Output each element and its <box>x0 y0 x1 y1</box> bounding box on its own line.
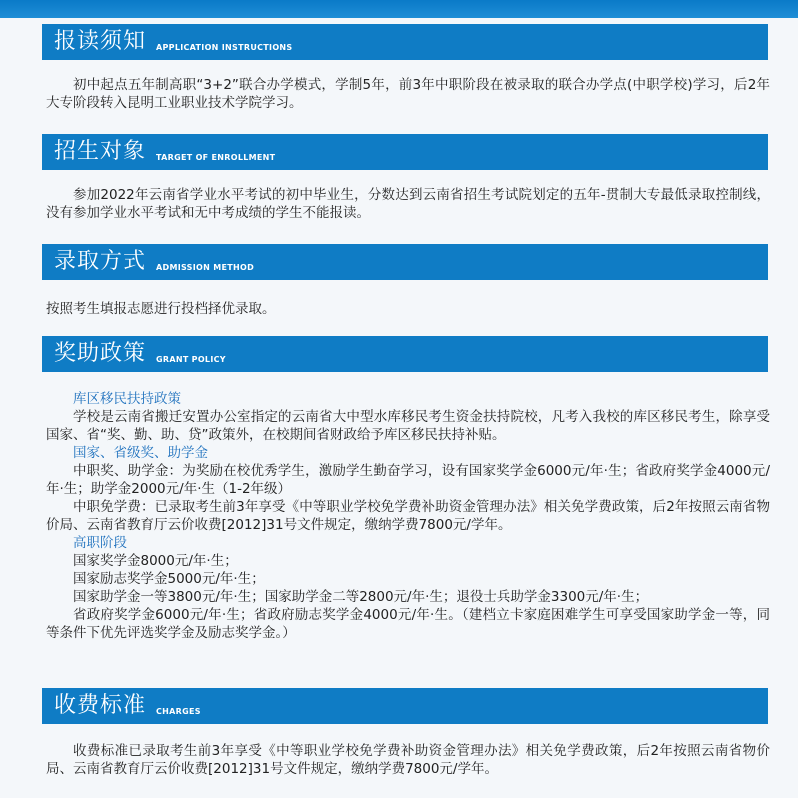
list-item: 国家励志奖学金5000元/年·生； <box>73 571 265 587</box>
paragraph: 按照考生填报志愿进行投档择优录取。 <box>46 301 276 317</box>
subheading-national-provincial: 国家、省级奖、助学金 <box>73 445 208 461</box>
list-item: 省政府奖学金6000元/年·生；省政府励志奖学金4000元/年·生。（建档立卡家庭困难学生可享受国家助学金一等，同等条件下优先评选奖学金及励志奖学金。） <box>46 607 770 641</box>
paragraph: 初中起点五年制高职“3+2”联合办学模式，学制5年，前3年中职阶段在被录取的联合办学点(中职学校)学习，后2年大专阶段转入昆明工业职业技术学院学习。 <box>46 77 770 111</box>
section-body-charges <box>46 742 770 778</box>
section-title-zh: 录取方式 <box>54 249 147 274</box>
section-title-en: CHARGES <box>156 707 201 716</box>
section-body-admission-method <box>46 300 770 318</box>
paragraph: 收费标准已录取考生前3年享受《中等职业学校免学费补助资金管理办法》相关免学费政策，后2年按照云南省物价局、云南省教育厅云价收费[2012]31号文件规定，缴纳学费7800元/学年。 <box>46 743 770 777</box>
section-body-grant-policy <box>46 390 770 642</box>
section-title-zh: 报读须知 <box>54 29 147 54</box>
subheading-higher-vocational: 高职阶段 <box>73 535 127 551</box>
section-title-en: TARGET OF ENROLLMENT <box>156 153 276 162</box>
section-header-target-enrollment <box>42 134 768 170</box>
section-header-charges <box>42 688 768 724</box>
section-header-admission-method <box>42 244 768 280</box>
paragraph: 学校是云南省搬迁安置办公室指定的云南省大中型水库移民考生资金扶持院校，凡考入我校的库区移民考生，除享受国家、省“奖、勤、助、贷”政策外，在校期间省财政给予库区移民扶持补贴。 <box>46 409 770 443</box>
section-title-zh: 收费标准 <box>54 693 147 718</box>
section-title-zh: 招生对象 <box>54 139 147 164</box>
section-body-application-instructions <box>46 76 770 112</box>
top-decorative-strip <box>0 0 798 18</box>
section-title-en: APPLICATION INSTRUCTIONS <box>156 43 293 52</box>
section-body-target-enrollment <box>46 186 770 222</box>
section-title-en: GRANT POLICY <box>156 355 226 364</box>
paragraph: 中职奖、助学金：为奖励在校优秀学生，激励学生勤奋学习，设有国家奖学金6000元/年·生；省政府奖学金4000元/年·生；助学金2000元/年·生（1-2年级） <box>46 463 770 497</box>
section-title-en: ADMISSION METHOD <box>156 263 255 272</box>
subheading-reservoir-migrant: 库区移民扶持政策 <box>73 391 181 407</box>
list-item: 国家奖学金8000元/年·生； <box>73 553 238 569</box>
section-title-zh: 奖助政策 <box>54 341 147 366</box>
list-item: 国家助学金一等3800元/年·生；国家助学金二等2800元/年·生；退役士兵助学金3300元/年·生； <box>73 589 649 605</box>
paragraph: 中职免学费：已录取考生前3年享受《中等职业学校免学费补助资金管理办法》相关免学费政策，后2年按照云南省物价局、云南省教育厅云价收费[2012]31号文件规定，缴纳学费7800元/学年。 <box>46 499 770 533</box>
section-header-application-instructions <box>42 24 768 60</box>
paragraph: 参加2022年云南省学业水平考试的初中毕业生，分数达到云南省招生考试院划定的五年-贯制大专最低录取控制线，没有参加学业水平考试和无中考成绩的学生不能报读。 <box>46 187 770 221</box>
section-header-grant-policy <box>42 336 768 372</box>
